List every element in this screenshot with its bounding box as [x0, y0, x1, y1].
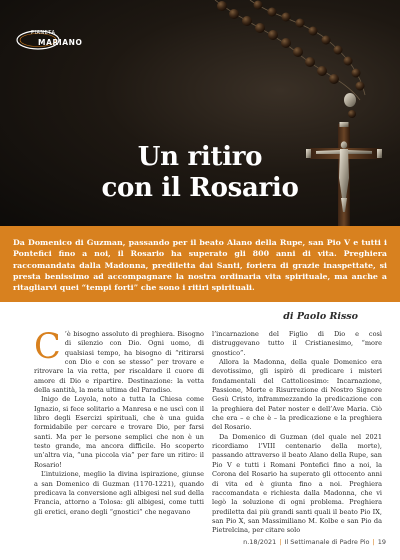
body-text: ’è bisogno assoluto di preghiera. Bisogno di silenzio con Dio. Ogni uomo, di qualsiasi tempo, ha bisogno di “ritirarsi con Dio e con se stesso” per trovare e ritrovare la via retta, per riscaldare il cuore di amore di Dio e ripartire. Destinazione: la vetta della santità, la meta ultima del Paradiso. [34, 330, 204, 395]
logo-text-small: PIANETA [31, 30, 56, 36]
body-column-right [212, 330, 382, 535]
body-paragraph: Inigo de Loyola, noto a tutta la Chiesa come Ignazio, si fece solitario a Manresa e ne uscì con il libro degli Esercizi spirituali, che è una guida formidabile per cercare e trovare Dio, per farsi santi. Ma per le persone semplici che non è un testo grande, ma ancora difficile. Ho scoperto un’altra via, “una piccola via” per fare un ritiro: il Rosario! [34, 395, 204, 469]
body-paragraph: Da Domenico di Guzman (del quale nel 2021 ricordiamo l’VIII centenario della morte), passando attraverso il beato Alano della Rupe, san Pio V e tutti i Romani Pontefici fino a noi, la Corona del Rosario ha superato gli ottocento anni di vita ed è giunta fino a noi. Preghiera raccomandata e richiesta dalla Madonna, che vi legò la soluzione di ogni problema. Preghiera prediletta dai più grandi santi quali il beato Pio IX, san Pio X, san Massimiliano M. Kolbe e san Pio da Pietrelcina, per citare solo [212, 432, 382, 535]
rosary-beads [215, 0, 365, 118]
drop-cap: C [34, 327, 61, 367]
footer-separator: | [372, 538, 375, 546]
title-line-2: con il Rosario [101, 173, 299, 203]
author-byline: di Paolo Risso [283, 311, 358, 322]
body-paragraph: Allora la Madonna, della quale Domenico era devotissimo, gli ispirò di predicare i misteri fondamentali del Cattolicesimo: Incarnazione, Passione, Morte e Risurrezione di Nostro Signore Gesù Cristo, inframmezzando la predicazione con la preghiera del Pater noster e dell’Ave Maria. Ciò che era – e che è – la predicazione e la preghiera del Rosario. [212, 358, 382, 432]
body-paragraph: L’intuizione, meglio la divina ispirazione, giunse a san Domenico di Guzman (1170-1221), quando predicava la conversione agli albigesi nel sud della Francia, attorno a Tolosa: gli albigesi, come tutti gli eretici, erano degli “gnostici” che negavano [34, 470, 204, 516]
body-paragraph [34, 327, 204, 395]
issue-number: n.18/2021 [243, 538, 277, 546]
footer-separator: | [279, 538, 282, 546]
title-line-1: Un ritiro [137, 142, 263, 172]
logo-text-big: MARIANO [38, 38, 83, 47]
page-footer [243, 538, 386, 546]
publication-name: Il Settimanale di Padre Pio [284, 538, 370, 546]
page-number: 19 [377, 538, 386, 546]
lead-paragraph: Da Domenico di Guzman, passando per il beato Alano della Rupe, san Pio V e tutti i Pontefici fino a noi, il Rosario ha superato gli 800 anni di vita. Preghiera raccomandata dalla Madonna, prediletta dai Santi, foriera di grazie inaspettate, si presta benissimo ad accompagnare la nostra ordinaria vita spirituale, ma anche a ritagliarvi quei “tempi forti” che sono i ritiri spirituali. [0, 226, 400, 302]
hero-image [0, 0, 400, 226]
body-column-left [34, 327, 204, 526]
body-paragraph: l’incarnazione del Figlio di Dio e così distruggevano tutto il Cristianesimo, “more gnostico”. [212, 330, 382, 357]
article-title [60, 142, 340, 204]
